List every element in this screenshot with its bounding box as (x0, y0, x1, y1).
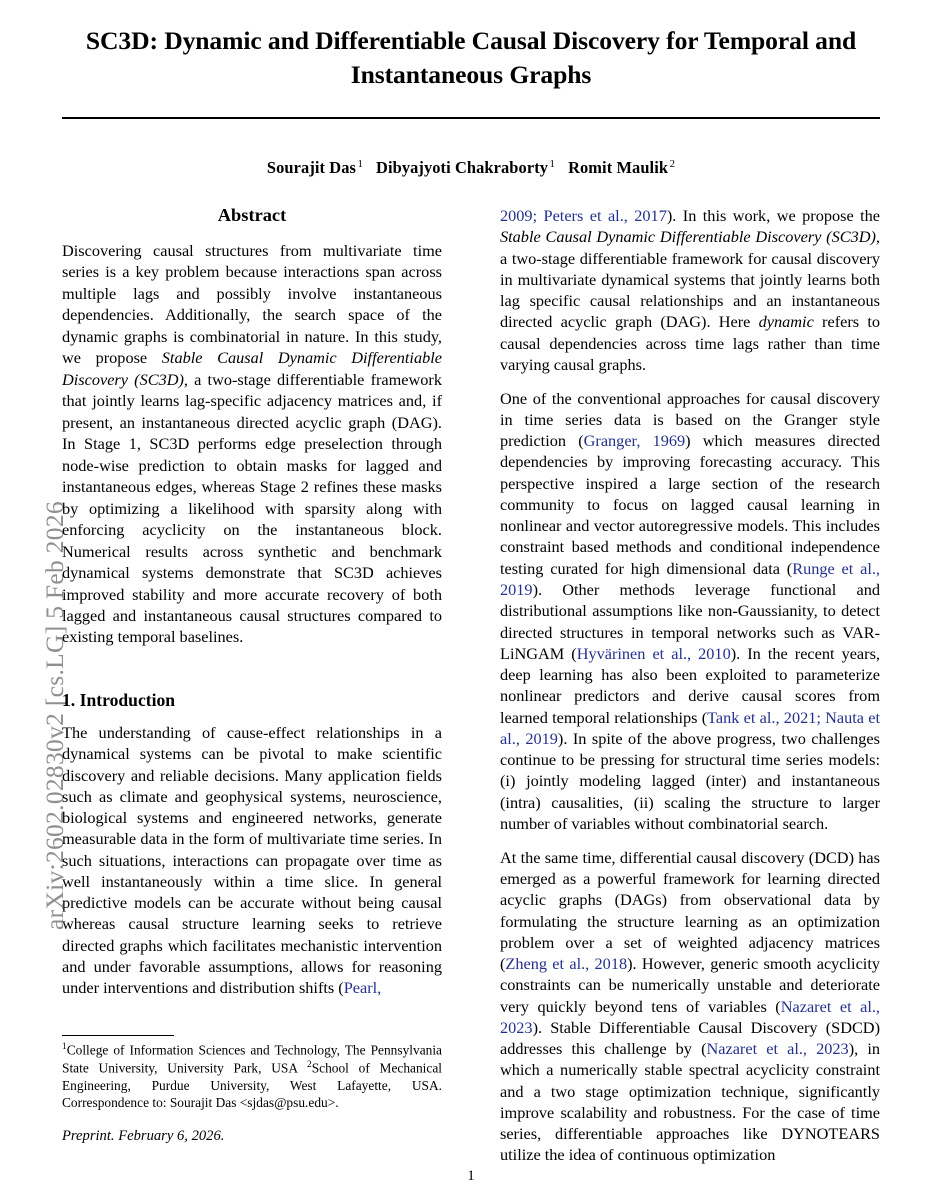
paper-page (62, 0, 880, 1200)
citation-link[interactable]: Nazaret et al., 2023 (706, 1039, 849, 1059)
intro-p2-text-a: One of the conventional approaches for causal discovery in time series data is based on the Granger style prediction ( (500, 388, 880, 451)
citation-link[interactable]: 2009; Peters et al., 2017 (500, 206, 667, 225)
author-entry (267, 158, 363, 177)
intro-p1-italic: Stable Causal Dynamic Differentiable Discovery (SC3D) (500, 227, 876, 247)
intro-paragraph-1-continued (500, 205, 880, 375)
author-entry (376, 158, 555, 177)
footnote-rule (62, 1035, 174, 1036)
intro-p3-text-b: ). However, generic smooth acyclicity constraints can be numerically unstable and deteriorate very quickly beyond tens of variables ( (500, 954, 880, 1016)
title-block (62, 0, 880, 93)
abstract-text-part1: Discovering causal structures from multivariate time series is a key problem because interactions span across multiple lags and possibly involve instantaneous dependencies. Additionally, the search space of the dynamic graphs is combinatorial in nature. In this study, we propose (62, 241, 442, 368)
title-horizontal-rule (62, 117, 880, 119)
intro-paragraph-1 (62, 722, 442, 998)
intro-p1-text-c: , a two-stage differentiable framework for causal discovery in multivariate dynamical systems that jointly learns both lag specific causal relationships and an instantaneous directed acyclic graph (DAG). Here (500, 227, 880, 332)
author-entry (568, 158, 675, 177)
intro-paragraph-2 (500, 388, 880, 835)
author-name: Dibyajyoti Chakraborty (376, 158, 549, 178)
intro-p2-text-e: ). In spite of the above progress, two challenges continue to be pressing for structural time series models: (i) jointly modeling lagged (inter) and instantaneous (intra) causalities, (ii) scaling the structure to larger number of variables without combinatorial search. (500, 728, 880, 833)
footnote-text-2: School of Mechanical Engineering, Purdue University, West Lafayette, USA. Correspondence to: Sourajit Das <sjdas@psu.edu>. (62, 1060, 442, 1111)
author-name: Romit Maulik (568, 158, 669, 178)
two-column-body (62, 205, 880, 1165)
page-number: 1 (467, 1168, 475, 1184)
author-affiliation-marker: 1 (357, 157, 364, 170)
abstract-text-part2: , a two-stage differentiable framework that jointly learns lag-specific adjacency matrices and, if present, an instantaneous directed acyclic graph (DAG). In Stage 1, SC3D performs edge preselection through node-wise prediction to obtain masks for lagged and instantaneous edges, whereas Stage 2 refines these masks by optimizing a likelihood with sparsity along with enforcing acyclicity on the instantaneous block. Numerical results across synthetic and benchmark dynamical systems demonstrate that SC3D achieves improved stability and more accurate recovery of both lagged and instantaneous causal structures compared to existing temporal baselines. (62, 369, 442, 647)
intro-p1-text-b: ). In this work, we propose the (666, 206, 881, 225)
citation-link[interactable]: Zheng et al., 2018 (505, 954, 628, 974)
abstract-heading: Abstract (217, 205, 287, 225)
citation-link[interactable]: Hyvärinen et al., 2010 (576, 643, 731, 663)
author-list (62, 158, 880, 178)
citation-link[interactable]: Nazaret et al., 2023 (500, 996, 881, 1037)
intro-p3-text-a: At the same time, differential causal discovery (DCD) has emerged as a powerful framework for learning directed acyclic graphs (DAGs) from observational data by formulating the structure learning as an optimization problem over a set of weighted adjacency matrices ( (500, 847, 880, 974)
citation-link[interactable]: Pearl, (343, 978, 382, 998)
preprint-notice: Preprint. February 6, 2026. (62, 1127, 225, 1144)
citation-link[interactable]: Granger, 1969 (583, 431, 686, 451)
right-column (500, 205, 880, 1178)
intro-paragraph-3 (500, 847, 880, 1166)
abstract-italic-phrase: Stable Causal Dynamic Differentiable Discovery (SC3D) (62, 348, 442, 389)
footnote-text-1: College of Information Sciences and Technology, The Pennsylvania State University, University Park, USA (62, 1042, 442, 1076)
arxiv-stamp (0, 0, 69, 1200)
intro-p2-text-b: ) which measures directed dependencies by improving forecasting accuracy. This perspective inspired a large section of the research community to focus on lagged causal learning in nonlinear and vector autoregressive models. This includes constraint based methods and conditional independence testing curated for high dimensional data ( (500, 431, 881, 578)
intro-p1-text: The understanding of cause-effect relationships in a dynamical systems can be pivotal to make scientific discovery and reliable decisions. Many application fields such as climate and geophysical systems, neuroscience, biological systems and engineered networks, generate measurable data in the form of multivariate time series. In such situations, interactions can propagate over time as well instantaneously within a time slice. In general predictive models can be accurate without being causal whereas causal structure learning seeks to retrieve directed graphs which facilitates mechanistic intervention and under favorable assumptions, allows for reasoning under interventions and distribution shifts ( (62, 723, 442, 998)
citation-link[interactable]: Tank et al., 2021; Nauta et al., 2019 (500, 707, 880, 748)
author-affiliation-marker: 1 (549, 157, 556, 170)
intro-p2-text-d: ). In the recent years, deep learning has also been exploited to parameterize nonlinear predictors and derive causal scores from learned temporal relationships ( (500, 643, 880, 727)
author-name: Sourajit Das (266, 158, 356, 178)
page-title: SC3D: Dynamic and Differentiable Causal Discovery for Temporal and Instantaneous Graphs (85, 26, 857, 90)
arxiv-stamp-text: arXiv:2602.02830v2 [cs.LG] 5 Feb 2026 (40, 501, 69, 930)
intro-p1-text-d: refers to causal dependencies across time lags rather than time varying causal graphs. (500, 312, 881, 374)
intro-p3-text-d: ), in which a numerically stable spectral acyclicity constraint and a two stage optimization technique, significantly improve scalability and robustness. For the case of time series, differentiable approaches like DYNOTEARS utilize the idea of continuous optimization (500, 1039, 880, 1165)
left-column (62, 205, 442, 1011)
intro-p2-text-c: ). Other methods leverage functional and distributional assumptions like non-Gaussianity, to detect directed structures in temporal networks such as VAR-LiNGAM ( (500, 580, 880, 663)
citation-link[interactable]: Runge et al., 2019 (500, 558, 880, 600)
footnote-affiliations (62, 1041, 442, 1112)
abstract-text (62, 240, 442, 648)
footnote-marker-1: 1 (62, 1042, 67, 1052)
footnote-block (62, 1035, 442, 1145)
author-affiliation-marker: 2 (669, 157, 676, 170)
footnote-marker-2: 2 (307, 1059, 312, 1070)
introduction-heading: 1. Introduction (62, 689, 176, 710)
intro-p1-italic-2: dynamic (758, 312, 814, 332)
intro-p3-text-c: ). Stable Differentiable Causal Discovery (SDCD) addresses this challenge by ( (500, 1017, 880, 1059)
